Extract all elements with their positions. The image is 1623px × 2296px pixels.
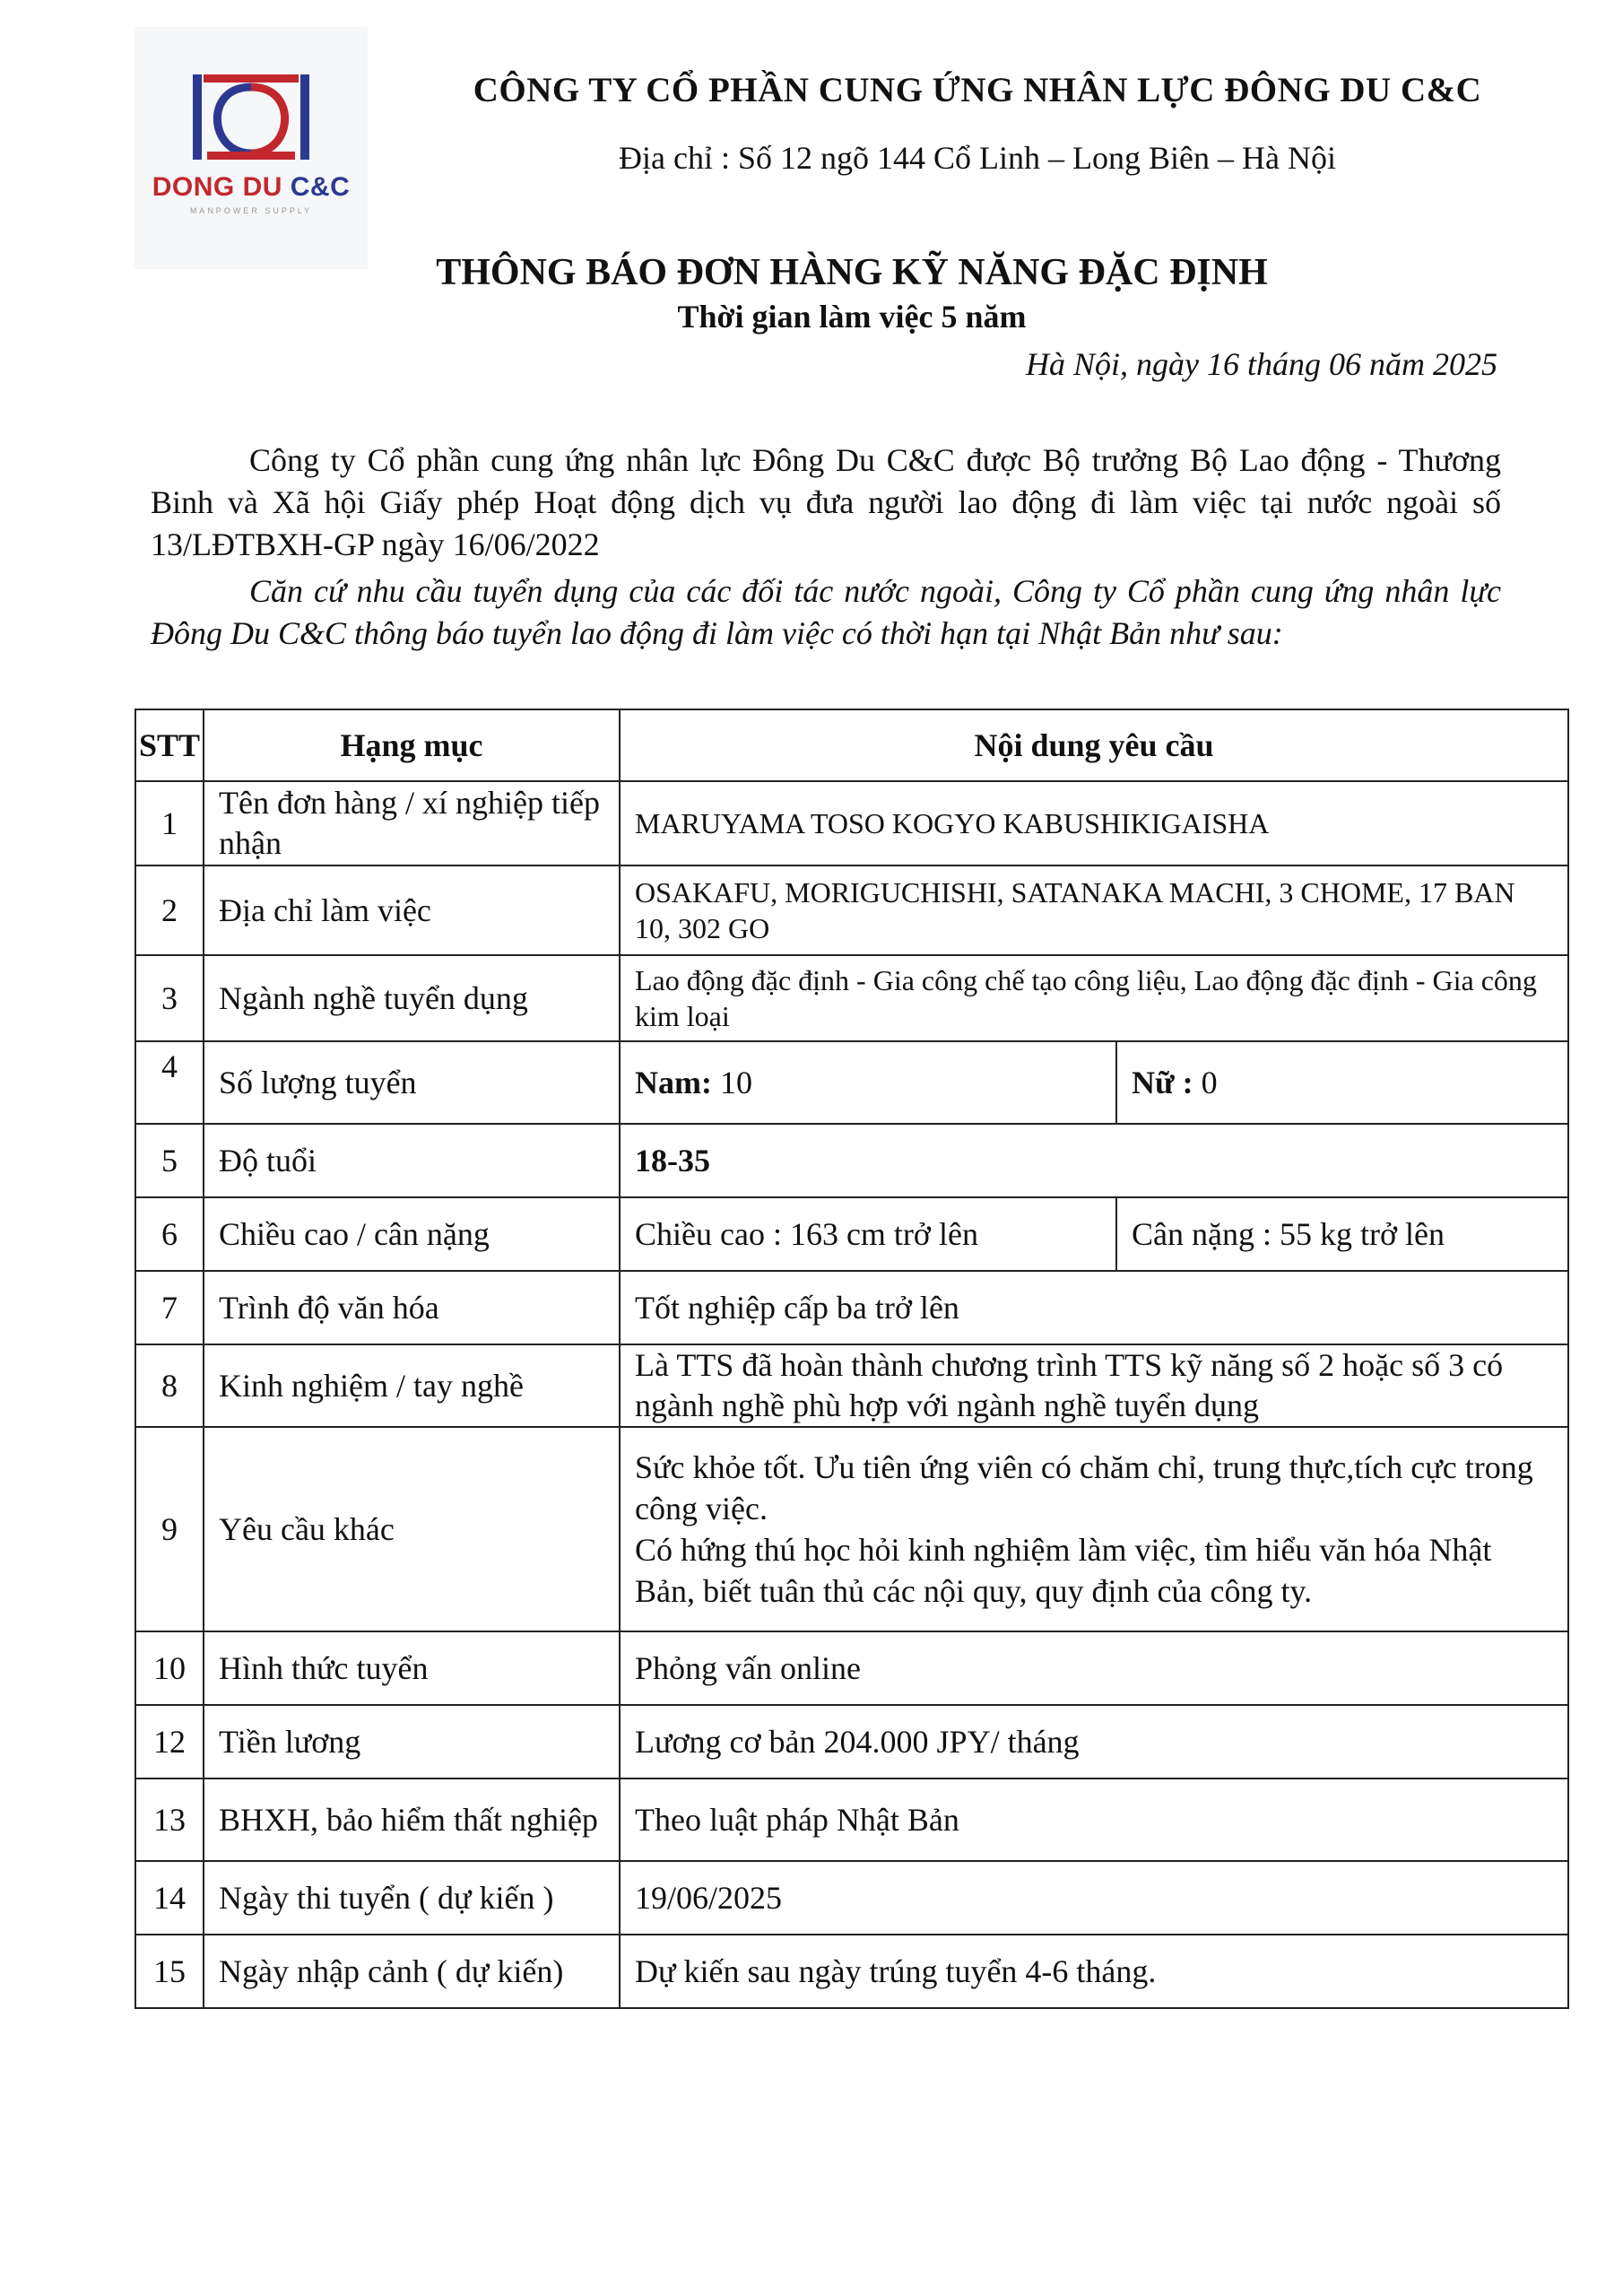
male-count-cell: Nam: 10 bbox=[620, 1041, 1116, 1124]
row-category: Ngành nghề tuyển dụng bbox=[204, 955, 620, 1041]
logo-mark-icon bbox=[175, 67, 327, 166]
header-content: Nội dung yêu cầu bbox=[620, 709, 1568, 781]
other-requirements-line-2: Có hứng thú học hỏi kinh nghiệm làm việc, tìm hiểu văn hóa Nhật Bản, biết tuân thủ các nội quy, quy định của công ty. bbox=[635, 1532, 1492, 1609]
row-category: BHXH, bảo hiểm thất nghiệp bbox=[204, 1779, 620, 1861]
row-stt: 8 bbox=[135, 1344, 204, 1427]
table-row bbox=[135, 865, 1568, 955]
height-cell: Chiều cao : 163 cm trở lên bbox=[620, 1197, 1116, 1271]
row-category: Tên đơn hàng / xí nghiệp tiếp nhận bbox=[204, 781, 620, 865]
weight-cell: Cân nặng : 55 kg trở lên bbox=[1116, 1197, 1568, 1271]
row-stt: 9 bbox=[135, 1427, 204, 1631]
requirements-table bbox=[135, 709, 1569, 2009]
logo-wordmark: DONG DU C&C bbox=[152, 172, 351, 202]
row-category: Độ tuổi bbox=[204, 1124, 620, 1197]
row-content bbox=[620, 1427, 1568, 1631]
row-stt: 10 bbox=[135, 1631, 204, 1705]
row-category: Số lượng tuyển bbox=[204, 1041, 620, 1124]
row-content: Lao động đặc định - Gia công chế tạo công liệu, Lao động đặc định - Gia công kim loại bbox=[620, 955, 1568, 1041]
row-content: Theo luật pháp Nhật Bản bbox=[620, 1779, 1568, 1861]
row-stt: 3 bbox=[135, 955, 204, 1041]
row-stt: 4 bbox=[135, 1041, 204, 1124]
row-stt: 5 bbox=[135, 1124, 204, 1197]
row-content: Tốt nghiệp cấp ba trở lên bbox=[620, 1271, 1568, 1344]
table-row bbox=[135, 1197, 1568, 1271]
table-row bbox=[135, 1935, 1568, 2008]
table-row bbox=[135, 1631, 1568, 1705]
row-stt: 12 bbox=[135, 1705, 204, 1779]
row-stt: 7 bbox=[135, 1271, 204, 1344]
row-content: Lương cơ bản 204.000 JPY/ tháng bbox=[620, 1705, 1568, 1779]
row-category: Ngày nhập cảnh ( dự kiến) bbox=[204, 1935, 620, 2008]
row-stt: 1 bbox=[135, 781, 204, 865]
row-content: Dự kiến sau ngày trúng tuyển 4-6 tháng. bbox=[620, 1935, 1568, 2008]
table-row bbox=[135, 1041, 1568, 1124]
document-subtitle: Thời gian làm việc 5 năm bbox=[677, 299, 1027, 335]
table-row bbox=[135, 1124, 1568, 1197]
table-row bbox=[135, 1861, 1568, 1935]
table-row bbox=[135, 1705, 1568, 1779]
row-category: Ngày thi tuyển ( dự kiến ) bbox=[204, 1861, 620, 1935]
header-stt: STT bbox=[135, 709, 204, 781]
table-row bbox=[135, 955, 1568, 1041]
row-content: Là TTS đã hoàn thành chương trình TTS kỹ năng số 2 hoặc số 3 có ngành nghề phù hợp với ngành nghề tuyển dụng bbox=[620, 1344, 1568, 1427]
female-count-cell: Nữ : 0 bbox=[1116, 1041, 1568, 1124]
row-category: Chiều cao / cân nặng bbox=[204, 1197, 620, 1271]
row-category: Yêu cầu khác bbox=[204, 1427, 620, 1631]
row-stt: 15 bbox=[135, 1935, 204, 2008]
row-stt: 13 bbox=[135, 1779, 204, 1861]
row-stt: 2 bbox=[135, 865, 204, 955]
table-row bbox=[135, 1271, 1568, 1344]
company-name: CÔNG TY CỔ PHẦN CUNG ỨNG NHÂN LỰC ĐÔNG DU C&C bbox=[473, 71, 1482, 109]
row-stt: 6 bbox=[135, 1197, 204, 1271]
table-header-row bbox=[135, 709, 1568, 781]
table-row bbox=[135, 1779, 1568, 1861]
table-row bbox=[135, 781, 1568, 865]
row-stt: 14 bbox=[135, 1861, 204, 1935]
table-row bbox=[135, 1344, 1568, 1427]
row-category: Hình thức tuyển bbox=[204, 1631, 620, 1705]
document-title: THÔNG BÁO ĐƠN HÀNG KỸ NĂNG ĐẶC ĐỊNH bbox=[436, 252, 1268, 293]
row-category: Địa chỉ làm việc bbox=[204, 865, 620, 955]
header-category: Hạng mục bbox=[204, 709, 620, 781]
company-logo bbox=[135, 27, 368, 269]
row-content: 18-35 bbox=[620, 1124, 1568, 1197]
logo-tagline: MANPOWER SUPPLY bbox=[189, 206, 313, 215]
company-address: Địa chỉ : Số 12 ngõ 144 Cổ Linh – Long Biên – Hà Nội bbox=[619, 140, 1336, 176]
row-content: Phỏng vấn online bbox=[620, 1631, 1568, 1705]
row-category: Trình độ văn hóa bbox=[204, 1271, 620, 1344]
row-category: Kinh nghiệm / tay nghề bbox=[204, 1344, 620, 1427]
basis-paragraph: Căn cứ nhu cầu tuyển dụng của các đối tác nước ngoài, Công ty Cổ phần cung ứng nhân lực Đông Du C&C thông báo tuyển lao động đi làm việc có thời hạn tại Nhật Bản như sau: bbox=[151, 573, 1501, 651]
row-category: Tiền lương bbox=[204, 1705, 620, 1779]
row-content: MARUYAMA TOSO KOGYO KABUSHIKIGAISHA bbox=[620, 781, 1568, 865]
row-content: 19/06/2025 bbox=[620, 1861, 1568, 1935]
intro-paragraph: Công ty Cổ phần cung ứng nhân lực Đông Du C&C được Bộ trưởng Bộ Lao động - Thương Binh và Xã hội Giấy phép Hoạt động dịch vụ đưa người lao động đi làm việc tại nước ngoài số 13/LĐTBXH-GP ngày 16/06/2022 bbox=[151, 442, 1501, 562]
other-requirements-line-1: Sức khỏe tốt. Ưu tiên ứng viên có chăm chỉ, trung thực,tích cực trong công việc. bbox=[635, 1449, 1533, 1526]
row-content: OSAKAFU, MORIGUCHISHI, SATANAKA MACHI, 3 CHOME, 17 BAN 10, 302 GO bbox=[620, 865, 1568, 955]
table-row bbox=[135, 1427, 1568, 1631]
document-date: Hà Nội, ngày 16 tháng 06 năm 2025 bbox=[1026, 346, 1497, 382]
